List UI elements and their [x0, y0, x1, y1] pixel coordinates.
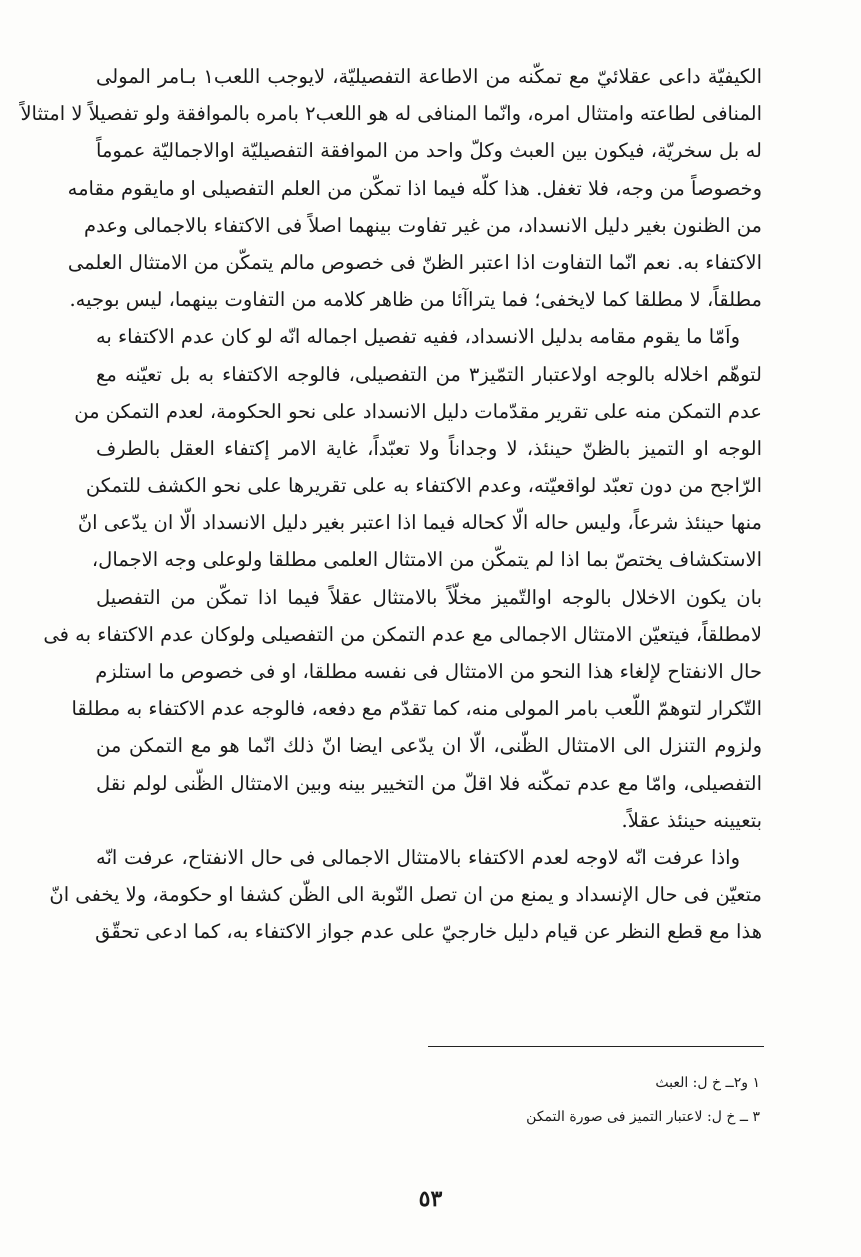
text-line: مطلقاً، لا مطلقا كما لايخفى؛ فما يتراآئا من ظاهر كلامه من التفاوت بينهما، ليس بوجيه.	[69, 288, 762, 312]
text-line: متعيّن فى حال الإنسداد و يمنع من ان تصل النّوبة الى الظّن كشفا او حكومة، ولا يخفى انّ	[49, 883, 762, 907]
text-line: له بل سخريّة، فيكون بين العبث وكلّ واحد من الموافقة التفصيليّة اوالاجماليّة عموماً	[96, 139, 762, 163]
text-line: الرّاجح من دون تعبّد لواقعيّته، وعدم الاكتفاء به على تقريرها على نحو الكشف للتمكن	[85, 474, 762, 498]
text-line: المنافى لطاعته وامتثال امره، وانّما المنافى له هو اللعب٢ بامره بالموافقة ولو تفصيلاً لا امتثالاً	[20, 102, 762, 126]
footnotes	[420, 1066, 760, 1134]
footnote-item: ٣ ــ خ ل: لاعتبار التميز فى صورة التمكن	[526, 1109, 760, 1125]
text-line: الاكتفاء به. نعم انّما التفاوت اذا اعتبر الظنّ فى خصوص مالم يتمكّن من الامتثال العلمى	[67, 250, 762, 274]
text-line: الكيفيّة داعى عقلائيّ مع تمكّنه من الاطاعة التفصيليّة، لايوجب اللعب١ بـامر المولى	[96, 65, 762, 88]
footnote-item: ١ و٢ــ خ ل: العبث	[655, 1075, 760, 1091]
paragraph-start-line: واَمّا ما يقوم مقامه بدليل الانسداد، ففيه تفصيل اجماله انّه لو كان عدم الاكتفاء به	[95, 325, 740, 349]
text-line: التّكرار لتوهمّ اللّعب بامر المولى منه، كما تقدّم مع دفعه، فالوجه عدم الاكتفاء به مطلقا	[71, 697, 762, 721]
text-line: الاستكشاف يختصّ بما اذا لم يتمكّن من الامتثال العلمى مطلقا ولوعلى وجه الاجمال،	[91, 548, 762, 572]
text-line: هذا مع قطع النظر عن قيام دليل خارجيّ على عدم جواز الاكتفاء به، كما ادعى تحقّق	[95, 920, 762, 944]
text-line: حال الانفتاح لإلغاء هذا النحو من الامتثال فى نفسه مطلقا، او فى خصوص ما استلزم	[95, 660, 762, 683]
text-line: من الظنون بغير دليل الانسداد، من غير تفاوت بينهما اصلاً فى الاكتفاء بالاجمالى وعدم	[84, 213, 762, 237]
text-line: ولزوم التنزل الى الامتثال الظّنى، الّا ان يدّعى ايضا انّ ذلك انّما هو مع التمكن من	[96, 734, 762, 758]
page-number: ٥٣	[418, 1186, 443, 1212]
text-line: لامطلقاً، فيتعيّن الامتثال الاجمالى مع عدم التمكن من التفصيلى ولوكان عدم الاكتفاء به فى	[43, 622, 762, 646]
text-line: التفصيلى، وامّا مع عدم تمكّنه فلا اقلّ من التخيير بينه وبين الامتثال الظّنى لولم نقل	[96, 771, 762, 795]
text-line: لتوهّم اخلاله بالوجه اولاعتبار التمّيز٣ من التفصيلى، فالوجه الاكتفاء به بل تعيّنه مع	[96, 362, 762, 386]
paragraph-end-line: بتعيينه حينئذ عقلاً.	[621, 808, 762, 832]
text-line: منها حينئذ شرعاً، وليس حاله الّا كحاله فيما اذا اعتبر بغير دليل الانسداد الّا ان يدّعى انّ	[77, 511, 762, 535]
paragraph-start-line: واذا عرفت انّه لاوجه لعدم الاكتفاء بالامتثال الاجمالى فى حال الانفتاح، عرفت انّه	[96, 845, 740, 869]
main-text	[20, 58, 762, 951]
text-line: عدم التمكن منه على تقرير مقدّمات دليل الانسداد على نحو الحكومة، لعدم التمكن من	[74, 399, 762, 423]
footnote-divider	[428, 1046, 764, 1047]
text-line: الوجه او التميز بالظنّ حينئذ، لا وجداناً ولا تعبّداً، غاية الامر إكتفاء العقل بالطرف	[96, 436, 762, 460]
text-line: بان يكون الاخلال بالوجه اوالتّميز مخلّاً بالامتثال عقلاً فيما اذا تمكّن من التفصيل	[96, 585, 762, 609]
text-line: وخصوصاً من وجه، فلا تغفل. هذا كلّه فيما اذا تمكّن من العلم التفصيلى او مايقوم مقامه	[67, 176, 762, 200]
